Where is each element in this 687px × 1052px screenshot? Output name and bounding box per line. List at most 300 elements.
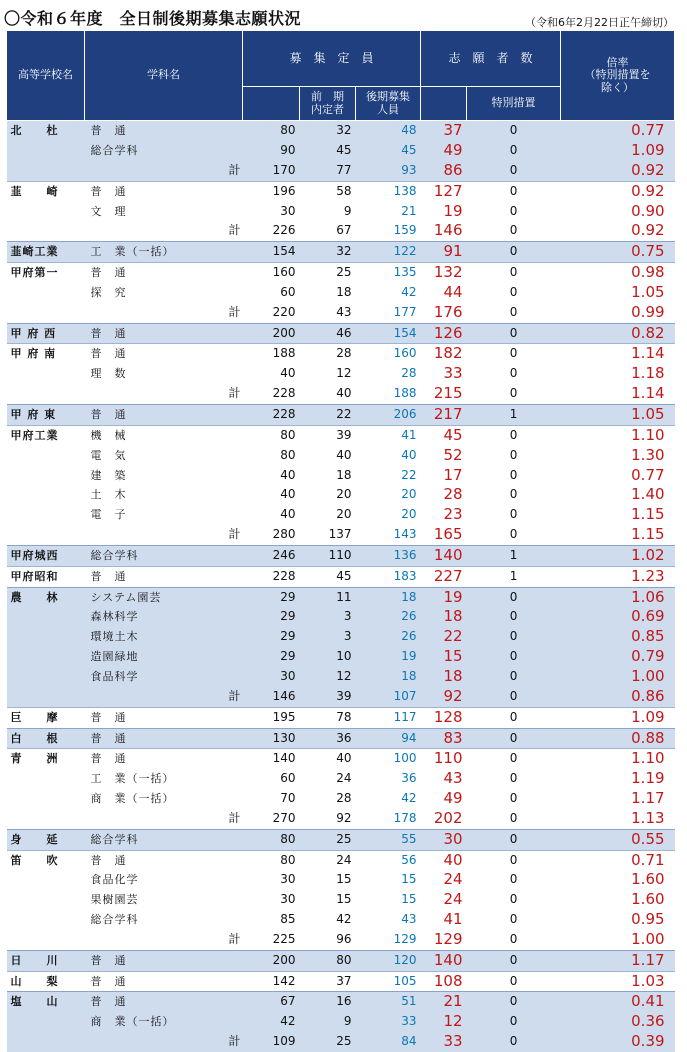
later-quota-value: 51 <box>356 992 421 1012</box>
early-admit-value: 18 <box>336 284 352 299</box>
course-name: 普 通 <box>85 263 183 283</box>
subtotal-label <box>183 181 243 201</box>
special-measure-value: 0 <box>467 323 561 344</box>
quota-value: 225 <box>272 931 296 946</box>
quota-value: 270 <box>272 810 296 825</box>
later-quota-value: 55 <box>356 829 421 850</box>
course-name: 普 通 <box>85 707 183 728</box>
subtotal-label <box>183 283 243 303</box>
ratio-value: 1.10 <box>561 425 675 445</box>
later-quota-value: 21 <box>401 203 417 218</box>
special-measure-value: 0 <box>467 829 561 850</box>
subtotal-label <box>183 749 243 769</box>
school-name <box>7 870 85 890</box>
subtotal-label <box>183 789 243 809</box>
table-row <box>7 890 675 910</box>
subtotal-label <box>183 992 243 1012</box>
table-row <box>7 707 675 728</box>
later-quota-value: 178 <box>393 810 417 825</box>
table-body <box>7 121 675 1052</box>
course-name: 普 通 <box>85 405 183 426</box>
subtotal-label: 計 <box>228 386 241 401</box>
school-name <box>7 910 85 930</box>
applicants-value: 28 <box>443 485 463 504</box>
quota-value: 85 <box>280 912 296 927</box>
table-row <box>7 667 675 687</box>
course-name: 環境土木 <box>85 627 183 647</box>
quota-value: 90 <box>243 141 300 161</box>
early-admit-value: 15 <box>336 892 352 907</box>
quota-value: 29 <box>243 647 300 667</box>
subtotal-label <box>183 545 243 566</box>
table-row <box>7 647 675 667</box>
school-name: 甲府昭和 <box>7 566 85 587</box>
special-measure-value: 0 <box>509 223 518 238</box>
special-measure-value: 0 <box>467 1012 561 1032</box>
special-measure-value: 0 <box>467 749 561 769</box>
table-row <box>7 930 675 950</box>
early-admit-value: 9 <box>343 203 352 218</box>
quota-value: 146 <box>243 687 300 707</box>
subtotal-label <box>183 405 243 426</box>
table-row <box>7 525 675 545</box>
subtotal-label: 計 <box>228 304 241 319</box>
later-quota-value: 117 <box>356 707 421 728</box>
later-quota-value: 138 <box>356 181 421 201</box>
course-name: 土 木 <box>90 488 127 502</box>
applicants-value: 49 <box>443 789 463 808</box>
subtotal-label: 計 <box>228 527 241 542</box>
ratio-value: 1.17 <box>631 789 665 808</box>
school-name <box>7 446 85 466</box>
course-name: 工 業（一括） <box>90 772 175 786</box>
school-name <box>7 384 85 404</box>
school-name <box>7 930 85 950</box>
early-admit-value: 67 <box>336 223 352 238</box>
quota-value: 29 <box>243 607 300 627</box>
school-name: 白 根 <box>7 728 85 749</box>
applicants-value: 132 <box>421 263 467 283</box>
later-quota-value: 84 <box>356 1032 421 1052</box>
course-name: 普 通 <box>85 121 183 141</box>
school-name: 甲 府 東 <box>7 405 85 426</box>
ratio-value: 0.88 <box>561 728 675 749</box>
ratio-value: 0.69 <box>561 607 675 627</box>
subtotal-label <box>183 344 243 364</box>
ratio-value: 0.39 <box>561 1032 675 1052</box>
special-measure-value: 0 <box>509 487 518 502</box>
special-measure-value: 1 <box>467 566 561 587</box>
special-measure-value: 0 <box>509 447 518 462</box>
course-name: 総合学科 <box>85 141 183 161</box>
school-name: 笛 吹 <box>7 850 85 870</box>
ratio-value: 1.18 <box>631 364 665 383</box>
early-admit-value: 39 <box>300 687 356 707</box>
ratio-value: 1.14 <box>631 384 665 403</box>
special-measure-value: 0 <box>467 344 561 364</box>
course-name: 普 通 <box>85 344 183 364</box>
quota-value: 195 <box>243 707 300 728</box>
table-row <box>7 829 675 850</box>
ratio-value: 0.98 <box>561 263 675 283</box>
later-quota-value: 48 <box>356 121 421 141</box>
early-admit-value: 58 <box>300 181 356 201</box>
course-name <box>85 303 183 323</box>
early-admit-value: 16 <box>300 992 356 1012</box>
subtotal-label <box>183 446 243 466</box>
course-name: 理 数 <box>90 367 127 381</box>
ratio-value: 0.92 <box>561 181 675 201</box>
ratio-value: 1.06 <box>561 587 675 607</box>
special-measure-value: 0 <box>467 647 561 667</box>
special-measure-value: 0 <box>467 687 561 707</box>
school-name <box>7 890 85 910</box>
course-name: 普 通 <box>85 992 183 1012</box>
early-admit-value: 39 <box>300 425 356 445</box>
early-admit-value: 9 <box>300 1012 356 1032</box>
quota-value: 188 <box>243 344 300 364</box>
early-admit-value: 3 <box>300 607 356 627</box>
applicants-value: 83 <box>421 728 467 749</box>
table-row <box>7 384 675 404</box>
course-name: 森林科学 <box>85 607 183 627</box>
course-name: 探 究 <box>90 285 127 299</box>
quota-value: 200 <box>243 323 300 344</box>
table-row <box>7 769 675 789</box>
applicants-value: 33 <box>443 364 463 383</box>
later-quota-value: 159 <box>393 223 417 238</box>
ratio-value: 1.02 <box>561 545 675 566</box>
table-row <box>7 405 675 426</box>
special-measure-value: 0 <box>509 304 518 319</box>
quota-value: 170 <box>243 161 300 181</box>
course-name: 普 通 <box>85 323 183 344</box>
applicants-value: 19 <box>443 201 463 220</box>
special-measure-value: 0 <box>467 181 561 201</box>
header-applicants: 志 願 者 数 <box>421 31 561 87</box>
school-name <box>7 303 85 323</box>
school-name: 日 川 <box>7 950 85 971</box>
ratio-value: 1.30 <box>631 445 665 464</box>
later-quota-value: 26 <box>356 627 421 647</box>
school-name <box>7 505 85 525</box>
early-admit-value: 24 <box>336 771 352 786</box>
deadline-note: （令和6年2月22日正午締切） <box>525 16 674 29</box>
school-name: 韮崎工業 <box>7 242 85 263</box>
school-name: 山 梨 <box>7 971 85 992</box>
applicants-value: 19 <box>421 587 467 607</box>
school-name: 身 延 <box>7 829 85 850</box>
subtotal-label: 計 <box>228 810 241 825</box>
special-measure-value: 0 <box>509 284 518 299</box>
course-name: 電 子 <box>90 508 127 522</box>
course-name: 建 築 <box>90 468 127 482</box>
applicants-value: 37 <box>421 121 467 141</box>
quota-value: 60 <box>280 771 296 786</box>
subtotal-label <box>183 485 243 505</box>
course-name: 商 業（一括） <box>85 1012 183 1032</box>
school-name <box>7 283 85 303</box>
subtotal-label <box>183 950 243 971</box>
course-name: 電 気 <box>90 448 127 462</box>
applicants-value: 202 <box>433 808 463 827</box>
special-measure-value: 0 <box>509 872 518 887</box>
ratio-value: 0.77 <box>631 465 665 484</box>
later-quota-value: 136 <box>356 545 421 566</box>
table-row <box>7 202 675 222</box>
table-row <box>7 344 675 364</box>
quota-value: 70 <box>280 791 296 806</box>
subtotal-label <box>183 707 243 728</box>
subtotal-label <box>183 627 243 647</box>
table-row <box>7 303 675 323</box>
header-applicants-blank <box>421 87 467 121</box>
applicants-value: 15 <box>421 647 467 667</box>
course-name: 造園緑地 <box>85 647 183 667</box>
subtotal-label <box>183 890 243 910</box>
subtotal-label <box>183 505 243 525</box>
table-row <box>7 789 675 809</box>
course-name: 食品科学 <box>85 667 183 687</box>
applicants-value: 30 <box>421 829 467 850</box>
applicants-value: 40 <box>421 850 467 870</box>
school-name: 北 杜 <box>7 121 85 141</box>
ratio-value: 0.77 <box>561 121 675 141</box>
school-name <box>7 809 85 829</box>
ratio-value: 1.40 <box>631 485 665 504</box>
school-name: 青 洲 <box>7 749 85 769</box>
early-admit-value: 24 <box>300 850 356 870</box>
header-school: 高等学校名 <box>7 31 85 121</box>
quota-value: 40 <box>280 467 296 482</box>
table-row <box>7 1032 675 1052</box>
ratio-value: 1.09 <box>561 707 675 728</box>
special-measure-value: 0 <box>509 771 518 786</box>
applicants-value: 12 <box>421 1012 467 1032</box>
early-admit-value: 40 <box>300 749 356 769</box>
school-name <box>7 202 85 222</box>
quota-value: 80 <box>280 447 296 462</box>
later-quota-value: 15 <box>401 872 417 887</box>
applicants-value: 227 <box>421 566 467 587</box>
later-quota-value: 19 <box>356 647 421 667</box>
applicants-value: 18 <box>421 607 467 627</box>
ratio-value: 0.95 <box>631 910 665 929</box>
early-admit-value: 32 <box>300 121 356 141</box>
early-admit-value: 32 <box>300 242 356 263</box>
course-name <box>85 161 183 181</box>
quota-value: 29 <box>243 587 300 607</box>
special-measure-value: 0 <box>467 141 561 161</box>
table-row <box>7 242 675 263</box>
course-name <box>85 221 183 241</box>
header-special: 特別措置 <box>467 87 561 121</box>
table-row <box>7 505 675 525</box>
early-admit-value: 12 <box>336 366 352 381</box>
course-name: 商 業（一括） <box>90 792 175 806</box>
later-quota-value: 183 <box>356 566 421 587</box>
later-quota-value: 154 <box>356 323 421 344</box>
early-admit-value: 77 <box>300 161 356 181</box>
early-admit-value: 22 <box>300 405 356 426</box>
early-admit-value: 40 <box>336 447 352 462</box>
school-name: 甲府第一 <box>7 263 85 283</box>
applicants-value: 23 <box>443 505 463 524</box>
quota-value: 40 <box>280 507 296 522</box>
applicants-value: 91 <box>421 242 467 263</box>
special-measure-value: 0 <box>509 467 518 482</box>
ratio-value: 0.41 <box>561 992 675 1012</box>
applicants-value: 52 <box>443 445 463 464</box>
course-name: システム園芸 <box>85 587 183 607</box>
header-later: 後期募集人員 <box>356 87 421 121</box>
early-admit-value: 40 <box>336 386 352 401</box>
ratio-value: 1.10 <box>561 749 675 769</box>
early-admit-value: 18 <box>336 467 352 482</box>
quota-value: 220 <box>272 304 296 319</box>
later-quota-value: 26 <box>356 607 421 627</box>
later-quota-value: 93 <box>356 161 421 181</box>
applicants-value: 86 <box>421 161 467 181</box>
quota-value: 67 <box>243 992 300 1012</box>
course-name: 普 通 <box>85 181 183 201</box>
early-admit-value: 25 <box>300 829 356 850</box>
table-row <box>7 910 675 930</box>
early-admit-value: 46 <box>300 323 356 344</box>
subtotal-label <box>183 566 243 587</box>
special-measure-value: 0 <box>509 892 518 907</box>
early-admit-value: 110 <box>300 545 356 566</box>
subtotal-label <box>183 607 243 627</box>
header-quota: 募 集 定 員 <box>243 31 421 87</box>
table-row <box>7 749 675 769</box>
subtotal-label <box>183 829 243 850</box>
special-measure-value: 0 <box>509 912 518 927</box>
table-row <box>7 121 675 141</box>
applicants-value: 22 <box>421 627 467 647</box>
special-measure-value: 0 <box>467 121 561 141</box>
quota-value: 160 <box>243 263 300 283</box>
later-quota-value: 122 <box>356 242 421 263</box>
quota-value: 30 <box>280 892 296 907</box>
quota-value: 109 <box>243 1032 300 1052</box>
school-name <box>7 789 85 809</box>
course-name <box>85 384 183 404</box>
early-admit-value: 80 <box>300 950 356 971</box>
special-measure-value: 1 <box>467 545 561 566</box>
applicants-value: 176 <box>433 302 463 321</box>
later-quota-value: 18 <box>356 667 421 687</box>
later-quota-value: 107 <box>356 687 421 707</box>
special-measure-value: 0 <box>509 507 518 522</box>
early-admit-value: 37 <box>300 971 356 992</box>
applicants-value: 24 <box>443 890 463 909</box>
early-admit-value: 92 <box>336 810 352 825</box>
ratio-value: 1.13 <box>631 808 665 827</box>
special-measure-value: 0 <box>467 707 561 728</box>
later-quota-value: 135 <box>356 263 421 283</box>
applicants-value: 127 <box>421 181 467 201</box>
subtotal-label <box>183 587 243 607</box>
applicants-value: 33 <box>421 1032 467 1052</box>
quota-value: 40 <box>280 366 296 381</box>
course-name <box>85 809 183 829</box>
subtotal-label <box>183 769 243 789</box>
ratio-value: 1.17 <box>561 950 675 971</box>
later-quota-value: 206 <box>356 405 421 426</box>
ratio-value: 1.15 <box>631 525 665 544</box>
later-quota-value: 143 <box>393 527 417 542</box>
course-name <box>85 930 183 950</box>
quota-value: 80 <box>243 850 300 870</box>
later-quota-value: 22 <box>401 467 417 482</box>
table-row <box>7 425 675 445</box>
course-name <box>85 525 183 545</box>
applicants-value: 44 <box>443 282 463 301</box>
early-admit-value: 43 <box>336 304 352 319</box>
quota-value: 30 <box>243 667 300 687</box>
course-name: 普 通 <box>85 971 183 992</box>
header-ratio: 倍率 （特別措置を 除く） <box>561 31 675 121</box>
later-quota-value: 100 <box>356 749 421 769</box>
later-quota-value: 20 <box>401 487 417 502</box>
quota-value: 280 <box>272 527 296 542</box>
table-row <box>7 627 675 647</box>
table-row <box>7 850 675 870</box>
table-row <box>7 971 675 992</box>
ratio-value: 1.09 <box>561 141 675 161</box>
school-name <box>7 607 85 627</box>
early-admit-value: 28 <box>336 791 352 806</box>
applicants-value: 17 <box>443 465 463 484</box>
early-admit-value: 96 <box>336 931 352 946</box>
ratio-value: 1.14 <box>561 344 675 364</box>
school-name <box>7 687 85 707</box>
school-name <box>7 525 85 545</box>
table-row <box>7 263 675 283</box>
subtotal-label <box>183 870 243 890</box>
ratio-value: 0.82 <box>561 323 675 344</box>
quota-value: 246 <box>243 545 300 566</box>
quota-value: 226 <box>272 223 296 238</box>
subtotal-label <box>183 667 243 687</box>
school-name <box>7 1012 85 1032</box>
course-name: 工 業（一括） <box>85 242 183 263</box>
school-name <box>7 667 85 687</box>
course-name: 果樹園芸 <box>90 893 139 907</box>
course-name: 総合学科 <box>85 829 183 850</box>
table-row <box>7 607 675 627</box>
ratio-value: 0.99 <box>631 302 665 321</box>
quota-value: 154 <box>243 242 300 263</box>
applicants-value: 217 <box>421 405 467 426</box>
table-row <box>7 221 675 241</box>
special-measure-value: 0 <box>467 263 561 283</box>
special-measure-value: 0 <box>467 950 561 971</box>
school-name: 巨 摩 <box>7 707 85 728</box>
subtotal-label <box>183 121 243 141</box>
subtotal-label <box>183 647 243 667</box>
header-course: 学科名 <box>85 31 243 121</box>
ratio-value: 0.79 <box>561 647 675 667</box>
early-admit-value: 137 <box>328 527 352 542</box>
applicants-value: 18 <box>421 667 467 687</box>
later-quota-value: 94 <box>356 728 421 749</box>
later-quota-value: 45 <box>356 141 421 161</box>
course-name: 総合学科 <box>90 913 139 927</box>
course-name: 文 理 <box>90 204 127 218</box>
special-measure-value: 0 <box>467 607 561 627</box>
